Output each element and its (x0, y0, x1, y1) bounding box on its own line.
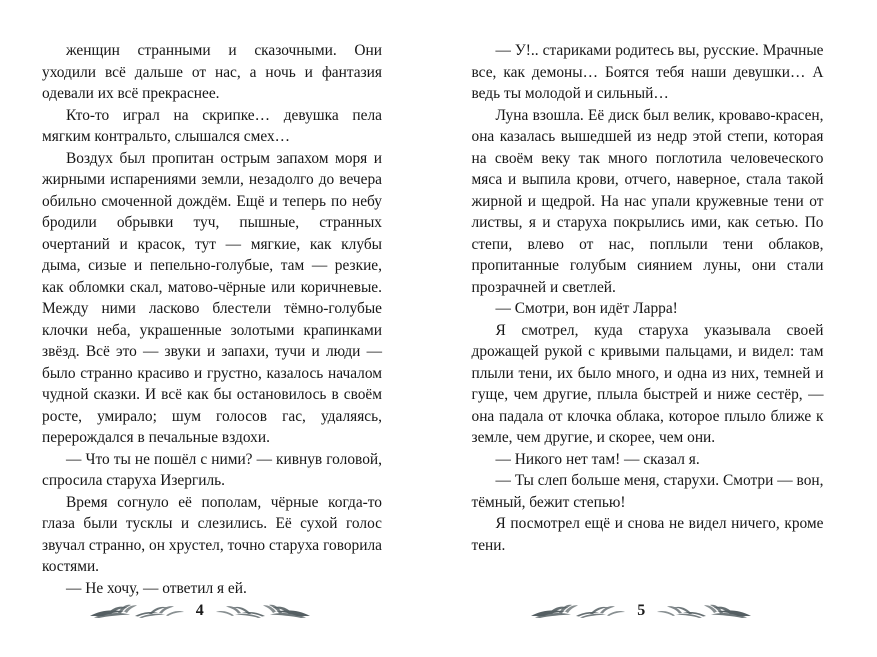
paragraph: женщин странными и сказочными. Они уходили всё дальше от нас, а ночь и фантазия одевали их всё прекраснее. (42, 42, 382, 102)
left-page (42, 40, 406, 640)
flourish-ornament-right (654, 601, 754, 623)
paragraph: — У!.. стариками родитесь вы, русские. Мрачные все, как демоны… Боятся тебя наши девушки… А ведь ты молодой и сильный… (471, 42, 824, 102)
paragraph: Воздух был пропитан острым запахом моря и жирными испарениями земли, незадолго до вечера обильно смоченной дождём. Ещё и теперь по небу бродили обрывки туч, пышные, странных очертаний и красок, тут — мягкие, как клубы дыма, сизые и пепельно-голубые, там — резкие, как обломки скал, матово-чёрные или коричневые. Между ними ласково блестели тёмно-голубые клочки неба, украшенные золотыми крапинками звёзд. Всё это — звуки и запахи, тучи и люди — было странно красиво и грустно, казалось началом чудной сказки. И всё как бы остановилось в своём росте, умирало; шум голосов гас, удаляясь, перерождался в печальные вздохи. (42, 149, 382, 446)
flourish-ornament-left (87, 601, 187, 623)
right-page (472, 40, 836, 640)
left-page-text-block (42, 40, 382, 599)
paragraph: — Ты слеп больше меня, старухи. Смотри — вон, тёмный, бежит степью! (471, 472, 824, 511)
paragraph: — Никого нет там! — сказал я. (495, 450, 700, 468)
page-number: 5 (637, 602, 646, 619)
page-number: 4 (195, 602, 204, 619)
flourish-ornament-right (213, 601, 313, 623)
paragraph: Я посмотрел ещё и снова не видел ничего, кроме тени. (471, 515, 824, 554)
paragraph: Кто-то играл на скрипке… девушка пела мягким контральто, слышался смех… (42, 106, 382, 145)
paragraph: — Что ты не пошёл с ними? — кивнув головой, спросила старуха Изергиль. (42, 450, 382, 489)
paragraph: Время согнуло её пополам, чёрные когда-то глаза были тусклы и слезились. Её сухой голос звучал странно, он хрустел, точно старуха говорила костями. (42, 493, 382, 575)
flourish-ornament-left (528, 601, 628, 623)
left-page-footer (18, 601, 382, 623)
paragraph: — Смотри, вон идёт Ларра! (495, 300, 678, 317)
right-page-footer (460, 601, 824, 623)
paragraph: Луна взошла. Её диск был велик, кроваво-красен, она казалась вышедшей из недр этой степи, которая на своём веку так много поглотила человеческого мяса и выпила крови, отчего, наверное, стала такой жирной и щедрой. На нас упали кружевные тени от листвы, я и старуха покрылись ими, как сетью. По степи, влево от нас, поплыли тени облаков, пропитанные голубым сиянием луны, они стали прозрачней и светлей. (471, 106, 824, 296)
paragraph: Я смотрел, куда старуха указывала своей дрожащей рукой с кривыми пальцами, и видел: там плыли тени, их было много, и одна из них, темней и гуще, чем другие, плыла быстрей и ниже сестёр, — она падала от клочка облака, которое плыло ближе к земле, чем другие, и скорее, чем они. (471, 321, 824, 446)
right-page-text-block (472, 40, 824, 556)
paragraph: — Не хочу, — ответил я ей. (66, 579, 247, 597)
